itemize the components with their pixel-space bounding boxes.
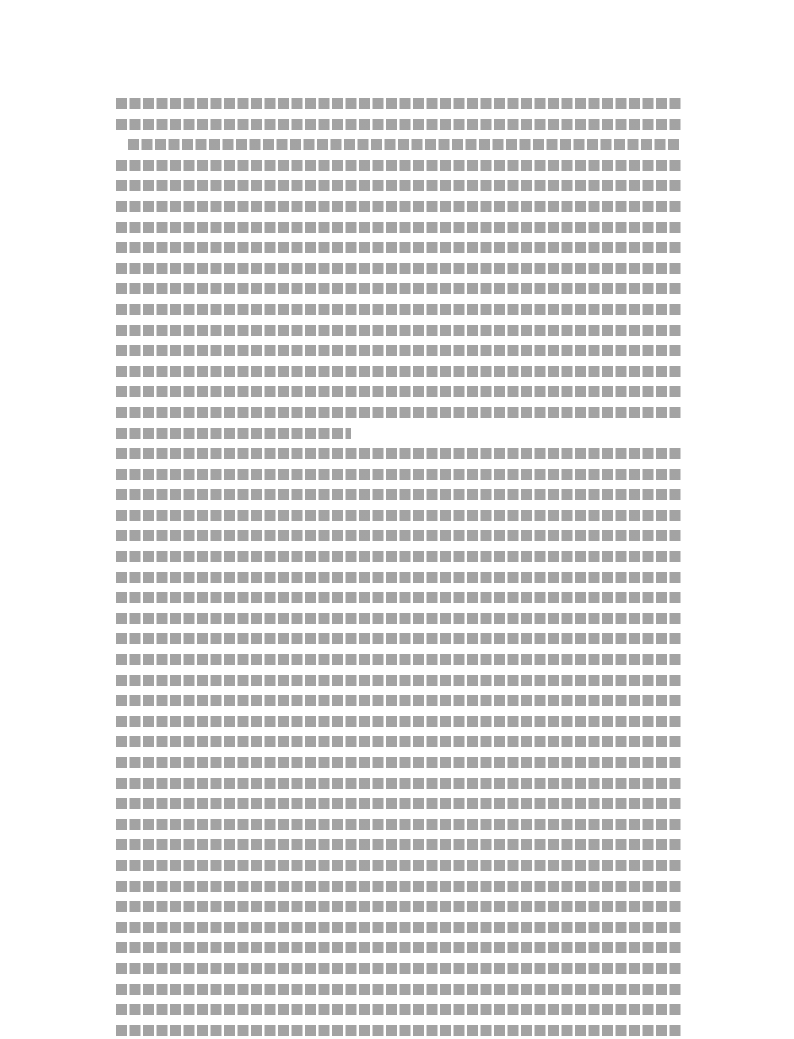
text-line <box>116 174 681 195</box>
text-line-ink <box>116 757 681 768</box>
text-line-ink <box>116 201 681 212</box>
text-line-ink <box>116 695 681 706</box>
text-line-ink <box>116 819 681 830</box>
text-line-ink <box>116 963 681 974</box>
text-line-ink <box>116 489 681 500</box>
text-line-ink <box>116 613 681 624</box>
text-line-ink <box>116 530 681 541</box>
text-line <box>116 113 681 134</box>
text-line-ink <box>128 139 681 150</box>
text-line-ink <box>116 942 681 953</box>
text-line-ink <box>116 860 681 871</box>
text-line <box>116 895 681 916</box>
text-line <box>116 833 681 854</box>
text-line <box>116 586 681 607</box>
text-line-ink <box>116 901 681 912</box>
text-line <box>116 730 681 751</box>
text-line-ink <box>116 716 681 727</box>
text-line-ink <box>116 428 351 439</box>
text-line <box>116 401 681 422</box>
text-line <box>116 257 681 278</box>
text-line <box>116 154 681 175</box>
text-line <box>116 566 681 587</box>
text-line-ink <box>116 345 681 356</box>
text-line-ink <box>116 510 681 521</box>
text-line <box>116 916 681 937</box>
text-line <box>116 422 681 443</box>
text-line-ink <box>116 675 681 686</box>
text-line-ink <box>116 922 681 933</box>
text-line <box>116 236 681 257</box>
text-line-ink <box>116 654 681 665</box>
text-line <box>116 875 681 896</box>
text-line <box>116 195 681 216</box>
text-line-ink <box>116 984 681 995</box>
paragraph <box>116 92 681 442</box>
text-line <box>116 504 681 525</box>
text-line-ink <box>116 386 681 397</box>
text-line <box>116 360 681 381</box>
text-line-ink <box>116 1025 681 1036</box>
text-line-ink <box>116 798 681 809</box>
text-line-ink <box>116 839 681 850</box>
text-line-ink <box>116 469 681 480</box>
text-line <box>116 669 681 690</box>
text-line <box>116 277 681 298</box>
text-line <box>116 936 681 957</box>
text-line <box>116 545 681 566</box>
text-line-ink <box>116 283 681 294</box>
text-line-ink <box>116 407 681 418</box>
text-line <box>116 380 681 401</box>
text-line <box>116 957 681 978</box>
text-line <box>116 1019 681 1039</box>
text-line-ink <box>116 242 681 253</box>
text-line <box>116 978 681 999</box>
text-line-ink <box>116 304 681 315</box>
text-line-ink <box>116 180 681 191</box>
text-line-ink <box>116 551 681 562</box>
text-line <box>116 463 681 484</box>
text-line <box>116 133 681 154</box>
text-line <box>116 648 681 669</box>
text-line <box>116 216 681 237</box>
text-line-ink <box>116 366 681 377</box>
body-text <box>116 92 681 1039</box>
text-line-ink <box>116 1004 681 1015</box>
text-line-ink <box>116 448 681 459</box>
text-line-ink <box>116 736 681 747</box>
text-line <box>116 710 681 731</box>
text-line <box>116 92 681 113</box>
text-line-ink <box>116 325 681 336</box>
text-line <box>116 319 681 340</box>
text-line-ink <box>116 119 681 130</box>
text-line <box>116 524 681 545</box>
text-line-ink <box>116 881 681 892</box>
text-line <box>116 689 681 710</box>
text-line-ink <box>116 263 681 274</box>
text-line-ink <box>116 160 681 171</box>
text-line <box>116 998 681 1019</box>
text-line-ink <box>116 572 681 583</box>
text-line <box>116 813 681 834</box>
text-line <box>116 339 681 360</box>
text-line <box>116 792 681 813</box>
text-line-ink <box>116 633 681 644</box>
paragraph <box>116 442 681 1039</box>
text-line-ink <box>116 778 681 789</box>
text-line <box>116 298 681 319</box>
text-line <box>116 442 681 463</box>
text-line <box>116 483 681 504</box>
text-line <box>116 854 681 875</box>
text-line-ink <box>116 222 681 233</box>
text-line-ink <box>116 592 681 603</box>
text-line <box>116 627 681 648</box>
text-line <box>116 772 681 793</box>
text-line <box>116 751 681 772</box>
text-line <box>116 607 681 628</box>
text-line-ink <box>116 98 681 109</box>
